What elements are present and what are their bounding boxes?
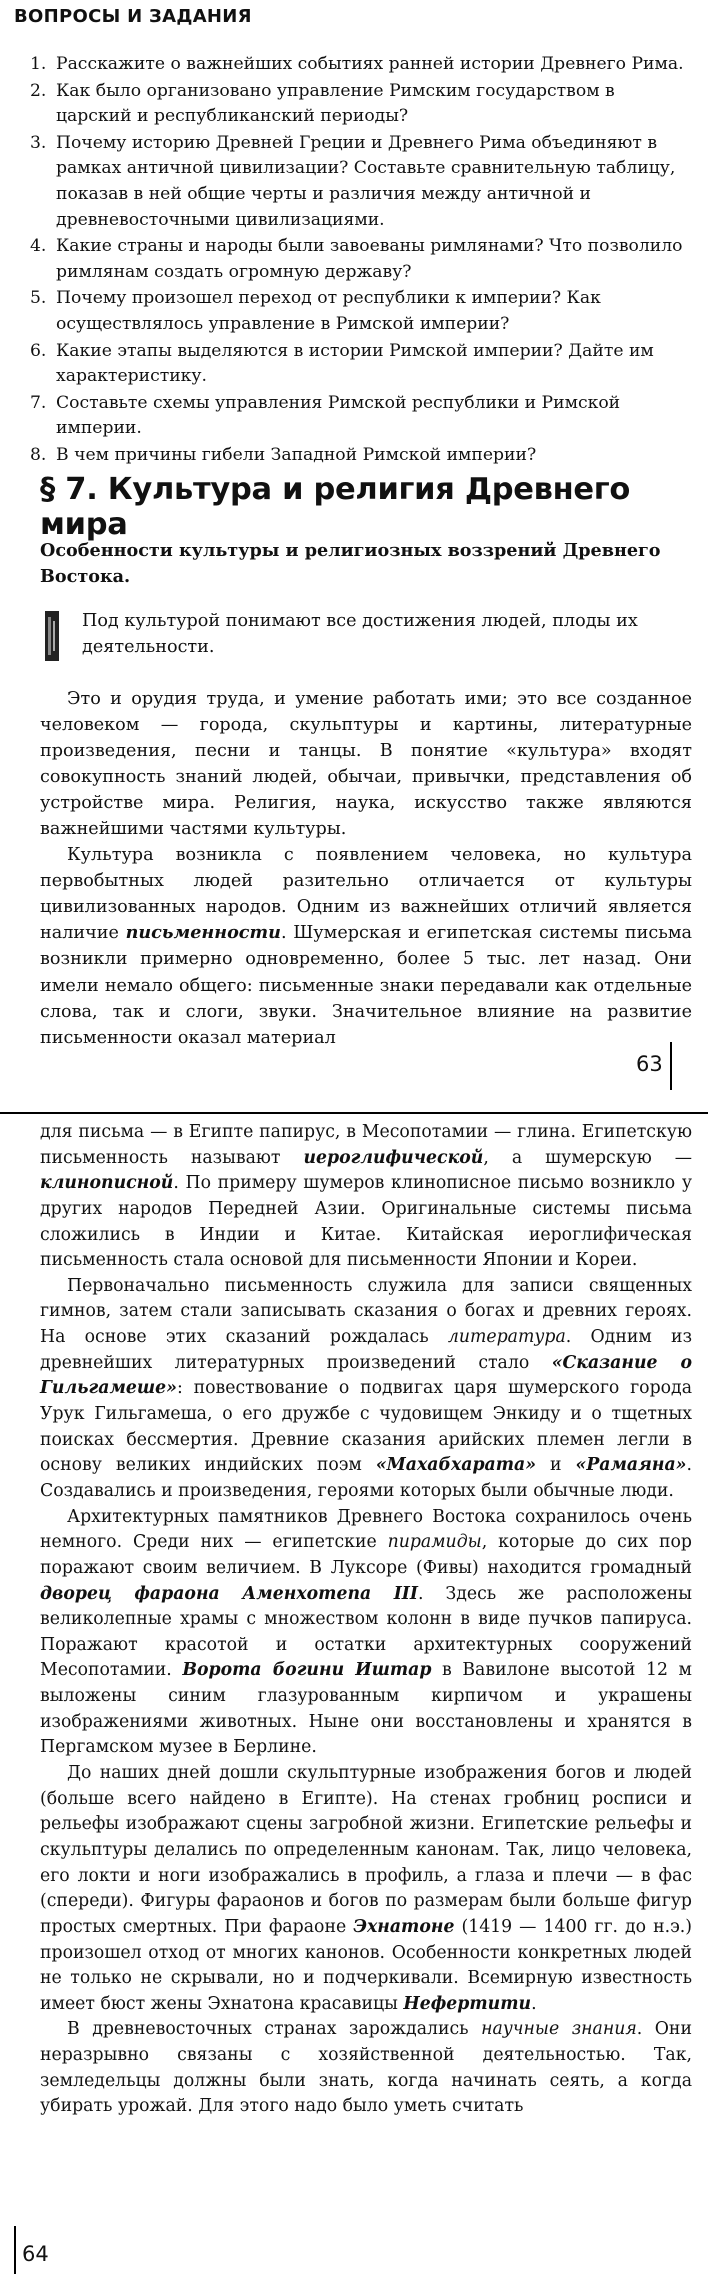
term: литература (447, 1327, 566, 1348)
page-number: 63 (636, 1052, 663, 1076)
paragraph (40, 1505, 692, 1761)
question-item (30, 79, 692, 130)
term: «Сказание о Гильгамеше» (40, 1352, 693, 1399)
question-text: В чем причины гибели Западной Римской империи? (56, 444, 537, 465)
question-number: 7. (30, 392, 47, 413)
questions-heading: ВОПРОСЫ И ЗАДАНИЯ (14, 6, 252, 27)
text-run: , а шумерскую — (483, 1147, 692, 1168)
section-title: § 7. Культура и религия Древнего мира (40, 472, 631, 542)
text-run: Архитектурных памятников Древнего Востока сохранилось очень немного. Среди них — египетские (40, 1506, 692, 1553)
question-number: 2. (30, 80, 47, 101)
term: иероглифической (303, 1147, 484, 1168)
text-run: : повествование о подвигах царя шумерского города Урук Гильгамеша, о его дружбе с чудовищем Энкиду и о тщетных поисках бессмертия. Древние сказания арийских племен легли в основу великих индийских поэм (40, 1378, 692, 1476)
question-text: Почему произошел переход от республики к империи? Как осуществлялось управление в Римской империи? (56, 288, 601, 334)
question-text: Какие этапы выделяются в истории Римской империи? Дайте им характеристику. (56, 340, 654, 387)
question-item (30, 52, 692, 78)
question-item (30, 339, 692, 390)
question-item (30, 286, 692, 337)
page-64-body (40, 1120, 692, 2120)
term: «Махабхарата» (375, 1455, 537, 1476)
term: Ворота богини Иштар (182, 1660, 432, 1681)
question-item (30, 234, 692, 285)
term: Нефертити (403, 1993, 532, 2014)
section-subheading: Особенности культуры и религиозных воззрений Древнего Востока. (40, 540, 661, 587)
question-number: 5. (30, 288, 47, 309)
paragraph (40, 1120, 692, 1274)
term: пирамиды (387, 1532, 482, 1553)
page-number-rule (14, 2226, 16, 2274)
question-text: Какие страны и народы были завоеваны римлянами? Что позволило римлянам создать огромную державу? (56, 236, 683, 282)
text-run: В древневосточных странах зарождались (67, 2019, 482, 2040)
question-item (30, 391, 692, 442)
question-text: Составьте схемы управления Римской республики и Римской империи. (56, 392, 621, 439)
question-text: Как было организовано управление Римским государством в царский и республиканский периоды? (56, 80, 615, 127)
question-number: 6. (30, 340, 47, 361)
page-63 (0, 0, 708, 1114)
page-number-rule (670, 1042, 672, 1090)
questions-list (30, 52, 692, 470)
term: «Рамаяна» (575, 1455, 687, 1476)
paragraph (40, 2017, 692, 2120)
text-run: и (536, 1455, 576, 1476)
text-run: . По примеру шумеров клинописное письмо возникло у других народов Передней Азии. Оригинальные системы письма сложились в Индии и Китае. Китайская иероглифическая письменность стала основой для письменности Японии и Кореи. (40, 1173, 692, 1271)
text-run: . Здесь же расположены великолепные храмы с множеством колонн в виде пучков папируса. Поражают красотой и остатки архитектурных сооружений Месопотамии. (40, 1583, 692, 1681)
text-run: Культура возникла с появлением человека, но культура первобытных людей разительно отличается от культуры цивилизованных народов. Одним из важнейших отличий является наличие (40, 845, 692, 944)
paragraph (40, 1761, 692, 2017)
question-item (30, 443, 692, 469)
term: клинописной (40, 1173, 174, 1194)
text-run: , которые до сих пор поражают своим величием. В Луксоре (Фивы) находится громадный (40, 1532, 692, 1578)
term: дворец фараона Аменхотепа III (40, 1583, 418, 1604)
question-number: 8. (30, 444, 47, 465)
text-run: в Вавилоне высотой 12 м выложены синим глазурованным кирпичом и украшены изображениями животных. Ныне они восстановлены и хранятся в Пергамском музее в Берлине. (40, 1660, 692, 1758)
text-run: . Одним из древнейших литературных произведений стало (40, 1327, 693, 1373)
text-run: . (531, 1993, 537, 2014)
term: письменности (125, 922, 281, 944)
page-64 (0, 1116, 708, 2294)
paragraph: Это и орудия труда, и умение работать ими; это все созданное человеком — города, скульптуры и картины, литературные произведения, песни и танцы. В понятие «культура» входят совокупность знаний людей, обычаи, привычки, представления об устройстве мира. Религия, наука, искусство также являются важнейшими частями культуры. (40, 689, 692, 840)
question-number: 4. (30, 236, 47, 257)
term: научные знания (481, 2019, 637, 2040)
text-run: для письма — в Египте папирус, в Месопотамии — глина. Египетскую письменность называют (40, 1122, 692, 1168)
text-run: . Шумерская и египетская системы письма возникли примерно одновременно, более 5 тыс. лет назад. Они имели немало общего: письменные знаки передавали как отдельные слова, так и слоги, звуки. Значительное влияние на развитие письменности оказал материал (40, 923, 692, 1048)
text-run: . Они неразрывно связаны с хозяйственной деятельностью. Так, земледельцы должны были знать, когда начинать сеять, а когда убирать урожай. Для этого надо было уметь считать (40, 2019, 692, 2117)
definition-box (40, 608, 690, 660)
text-run: Первоначально письменность служила для записи священных гимнов, затем стали записывать сказания о богах и древних героях. На основе этих сказаний рождалась (40, 1275, 692, 1348)
question-number: 3. (30, 132, 47, 153)
text-run: (1419 — 1400 гг. до н.э.) произошел отход от многих канонов. Особенности конкретных людей не только не скрывали, но и подчеркивали. Всемирную известность имеет бюст жены Эхнатона красавицы (40, 1916, 692, 2014)
question-text: Почему историю Древней Греции и Древнего Рима объединяют в рамках античной цивилизации? Составьте сравнительную таблицу, показав в ней общие черты и различия между античной и древневосточными цивилизациями. (56, 132, 676, 230)
question-text: Расскажите о важнейших событиях ранней истории Древнего Рима. (56, 54, 684, 74)
page-63-body (40, 686, 692, 1051)
page-number: 64 (22, 2242, 49, 2266)
paragraph (40, 1274, 692, 1505)
term: Эхнатоне (353, 1916, 455, 1937)
text-run: До наших дней дошли скульптурные изображения богов и людей (больше всего найдено в Египте). На стенах гробниц росписи и рельефы изображают сцены загробной жизни. Египетские рельефы и скульптуры делались по определенным канонам. Так, лицо человека, его локти и ноги изображались в профиль, а глаза и плечи — в фас (спереди). Фигуры фараонов и богов по размерам были больше фигур простых смертных. При фараоне (40, 1763, 692, 1937)
question-item (30, 131, 692, 233)
paragraph (40, 842, 692, 1050)
definition-text: Под культурой понимают все достижения людей, плоды их деятельности. (82, 611, 638, 657)
bookmark-icon (45, 611, 59, 661)
text-run: . Создавались и произведения, героями которых были обычные люди. (40, 1455, 692, 1501)
question-number: 1. (30, 54, 47, 74)
